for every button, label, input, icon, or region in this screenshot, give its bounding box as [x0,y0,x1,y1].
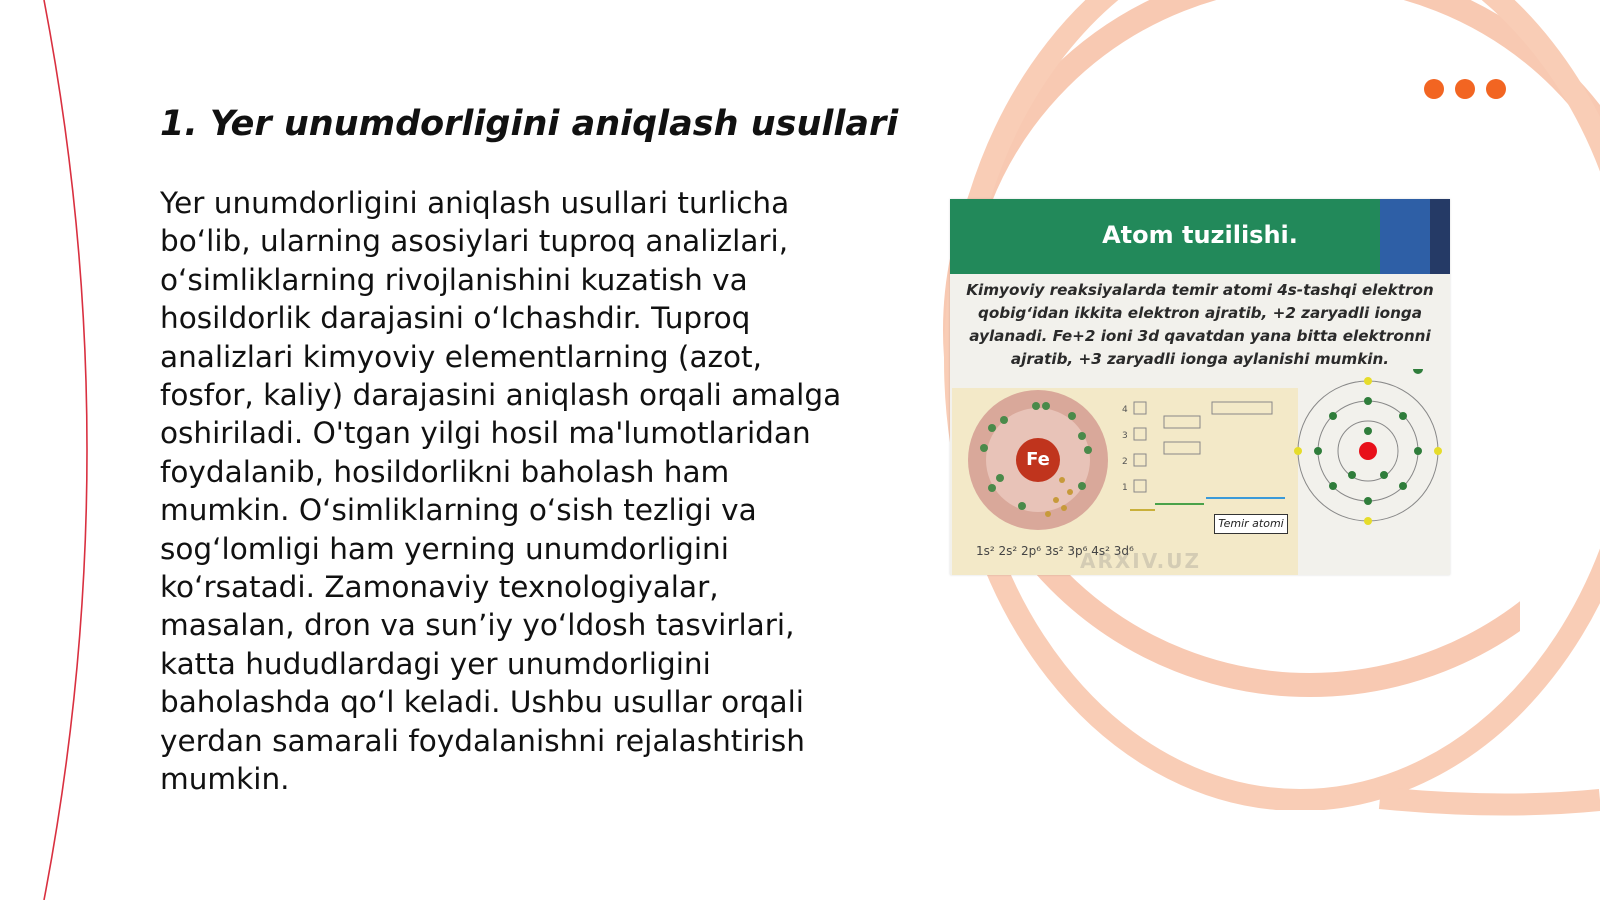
dot-1 [1424,79,1444,99]
slide-body-text: Yer unumdorligini aniqlash usullari turlicha bo‘lib, ularning asosiylari tuproq analizlari, o‘simliklarning rivojlanishini kuzatish va hosildorlik darajasini o‘lchashdir. Tuproq analizlari kimyoviy elementlarning (azot, fosfor, kaliy) darajasini aniqlash orqali amalga oshiriladi. O'tgan yilgi hosil ma'lumotlaridan foydalanib, hosildorlikni baholash ham mumkin. O‘simliklarning o‘sish tezligi va sog‘lomligi ham yerning unumdorligini ko‘rsatadi. Zamonaviy texnologiyalar, masalan, dron va sun’iy yo‘ldosh tasvirlari, katta hududlardagi yer unumdorligini baholashda qo‘l keladi. Ushbu usullar orqali yerdan samarali foydalanishni rejalashtirish mumkin. [160,186,842,797]
svg-text:3: 3 [1122,431,1128,441]
bohr-model-diagram [1290,369,1450,539]
fe-symbol: Fe [1026,449,1050,470]
more-dots-icon [1424,79,1506,99]
watermark: ARXIV.UZ [1080,549,1201,573]
atom-structure-image [950,199,1450,575]
dot-2 [1455,79,1475,99]
electron-config: 1s² 2s² 2p⁶ 3s² 3p⁶ 4s² 3d⁶ [976,544,1134,558]
slide-title: 1. Yer unumdorligini aniqlash usullari [160,104,899,144]
dot-3 [1486,79,1506,99]
atom-label: Temir atomi [1214,514,1288,534]
image-caption: Kimyoviy reaksiyalarda temir atomi 4s-tashqi elektron qobig‘idan ikkita elektron ajratib, +2 zaryadli ionga aylanadi. Fe+2 ioni 3d qavatdan yana bitta elektronni ajratib, +3 zaryadli ionga aylanishi mumkin. [966,281,1434,368]
svg-text:4: 4 [1122,405,1128,415]
image-title: Atom tuzilishi. [1102,221,1298,249]
svg-text:1: 1 [1122,483,1128,493]
svg-text:2: 2 [1122,457,1128,467]
